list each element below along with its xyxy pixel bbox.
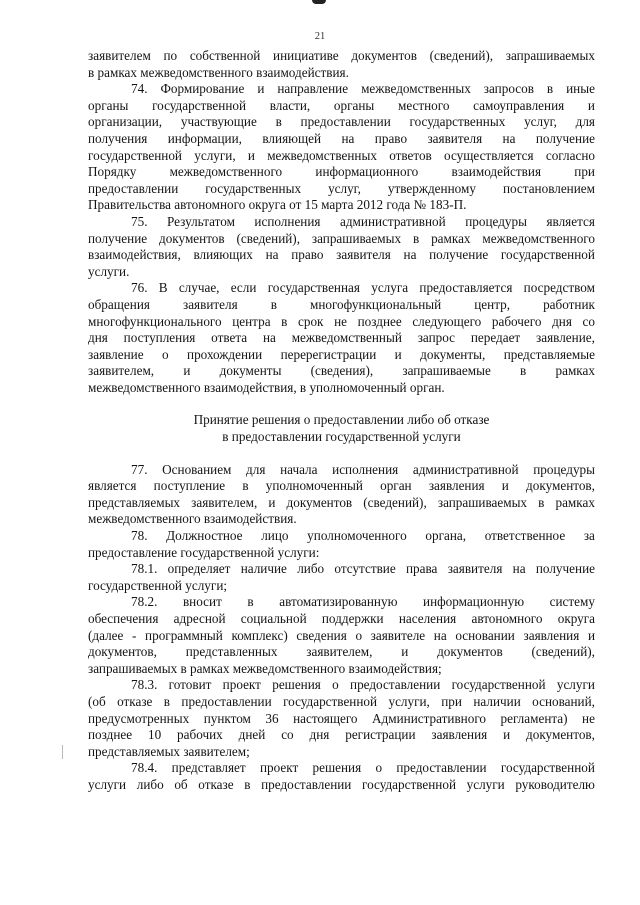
text-line: обеспечения адресной социальной поддержки населения автономного округа [88, 611, 595, 626]
text-line: представляемых заявителем, и документов (сведений), запрашиваемых в рамках [88, 494, 595, 510]
text-line: является поступление в уполномоченный орган заявления и документов, [88, 478, 595, 494]
heading-line: в предоставлении государственной услуги [222, 429, 461, 445]
text-line: получения информации, влияющей на право заявителя на получение [88, 130, 595, 146]
text-line: услуги либо об отказе в предоставлении государственной услуги руководителю [88, 776, 595, 792]
section-heading [88, 412, 595, 445]
paragraph [88, 462, 595, 528]
paragraph [88, 677, 595, 760]
text-line: запрашиваемых в рамках межведомственного взаимодействия; [88, 660, 442, 676]
paragraph [88, 214, 595, 280]
text-line: представляемых заявителем; [88, 743, 250, 759]
text-line: в рамках межведомственного взаимодействия. [88, 64, 349, 80]
text-line: предусмотренных пунктом 36 настоящего Административного регламента) не [88, 710, 595, 726]
document-body [88, 48, 595, 794]
text-line: обращения заявителя в многофункциональный центр, работник [88, 296, 595, 312]
text-line: 78.4. представляет проект решения о предоставлении государственной [131, 760, 595, 776]
text-line: 77. Основанием для начала исполнения административной процедуры [131, 461, 595, 477]
text-line: 76. В случае, если государственная услуга предоставляется посредством [131, 280, 595, 296]
paragraph [88, 48, 595, 81]
paragraph [88, 280, 595, 396]
text-line: организации, участвующие в предоставлении государственных услуг, для [88, 114, 595, 130]
text-line: позднее 10 рабочих дней со дня регистрации заявления и документов, [88, 727, 595, 743]
margin-mark [62, 745, 63, 759]
page-number: 21 [314, 31, 326, 42]
paragraph [88, 760, 595, 793]
heading-line: Принятие решения о предоставлении либо об отказе [193, 412, 490, 428]
paragraph [88, 528, 595, 561]
text-line: межведомственного взаимодействия. [88, 511, 297, 527]
text-line: 74. Формирование и направление межведомственных запросов в иные [131, 81, 595, 97]
text-line: государственной услуги; [88, 577, 228, 593]
text-line: 78.2. вносит в автоматизированную информационную систему [131, 594, 595, 610]
text-line: документов, представленных заявителем, и документов (сведений), [88, 644, 595, 660]
text-line: заявителем по собственной инициативе документов (сведений), запрашиваемых [88, 48, 595, 63]
paragraph [88, 594, 595, 677]
text-line: 78. Должностное лицо уполномоченного органа, ответственное за [131, 528, 595, 544]
text-line: государственной услуги, и межведомственных ответов осуществляется согласно [88, 147, 595, 163]
text-line: Правительства автономного округа от 15 марта 2012 года № 183-П. [88, 197, 467, 213]
text-line: 78.1. определяет наличие либо отсутствие права заявителя на получение [131, 561, 595, 577]
text-line: заявителем, и документы (сведения), запрашиваемые в рамках [88, 363, 595, 379]
text-line: получение документов (сведений), запрашиваемых в рамках межведомственного [88, 230, 595, 246]
text-line: заявление о прохождении перерегистрации и документы, представляемые [88, 346, 595, 362]
text-line: 75. Результатом исполнения административной процедуры является [131, 213, 595, 229]
text-line: дня поступления ответа на межведомственный запрос передает заявление, [88, 330, 595, 346]
text-line: взаимодействия, влияющих на право заявителя на получение государственной [88, 247, 595, 263]
binding-mark [312, 0, 326, 4]
text-line: межведомственного взаимодействия, в уполномоченный орган. [88, 379, 445, 395]
paragraph [88, 561, 595, 594]
text-line: Порядку межведомственного информационного взаимодействия при [88, 164, 595, 180]
paragraph [88, 81, 595, 214]
text-line: (об отказе в предоставлении государственной услуги, при наличии оснований, [88, 693, 595, 709]
text-line: предоставление государственной услуги: [88, 544, 320, 560]
text-line: органы государственной власти, органы местного самоуправления и [88, 97, 595, 113]
text-line: (далее - программный комплекс) сведения о заявителе на основании заявления и [88, 627, 595, 643]
text-line: 78.3. готовит проект решения о предоставлении государственной услуги [131, 677, 595, 693]
text-line: предоставлении государственных услуг, утвержденному постановлением [88, 180, 595, 196]
text-line: услуги. [88, 263, 130, 279]
text-line: многофункционального центра в срок не позднее следующего рабочего дня со [88, 313, 595, 329]
